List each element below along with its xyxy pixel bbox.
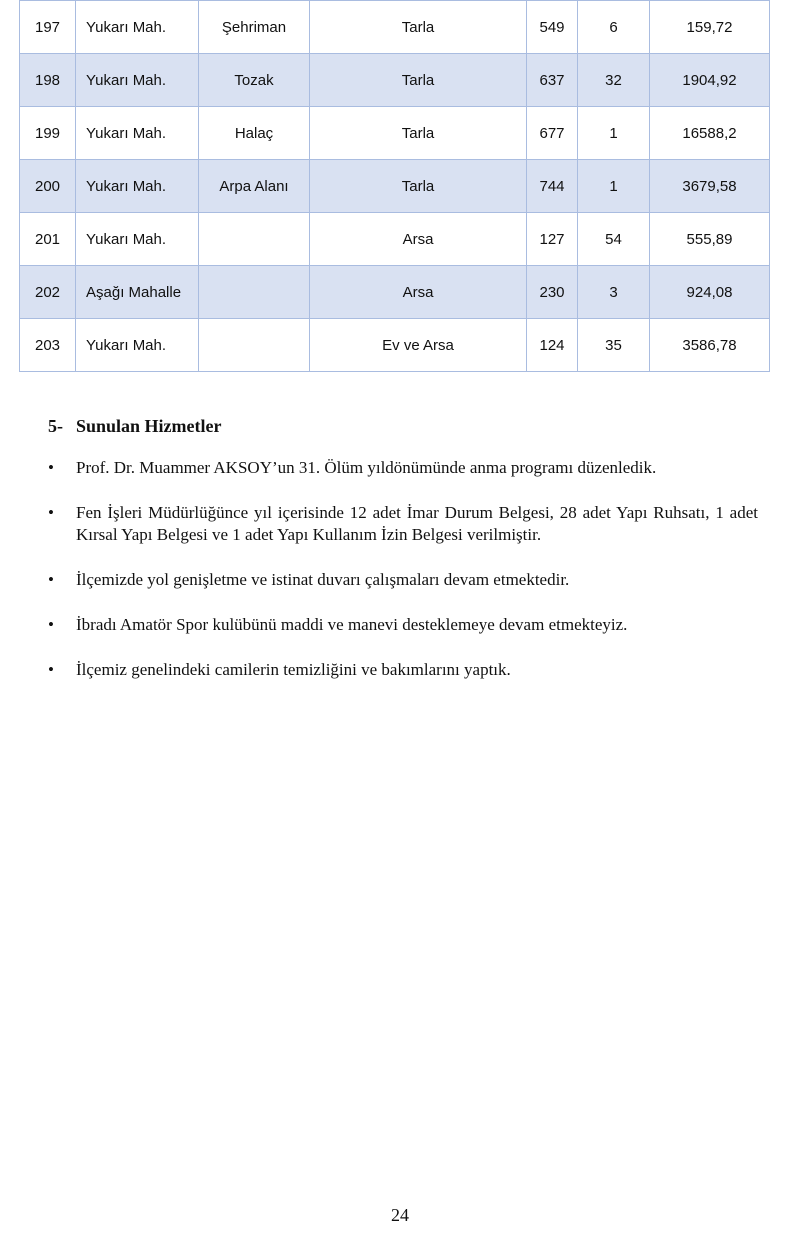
- area-cell: 924,08: [650, 266, 770, 319]
- type-cell: Tarla: [310, 160, 527, 213]
- area-cell: 555,89: [650, 213, 770, 266]
- parcel-table-container: [19, 0, 769, 372]
- type-cell: Tarla: [310, 54, 527, 107]
- block-cell: 677: [527, 107, 578, 160]
- neighborhood-cell: Yukarı Mah.: [76, 1, 199, 54]
- area-cell: 3586,78: [650, 319, 770, 372]
- parcel-cell: 6: [578, 1, 650, 54]
- table-row: [20, 1, 770, 54]
- section-title: Sunulan Hizmetler: [76, 416, 222, 436]
- services-list: [48, 457, 758, 681]
- locality-cell: [199, 319, 310, 372]
- row-number-cell: 203: [20, 319, 76, 372]
- table-row: [20, 160, 770, 213]
- bullet-icon: •: [48, 660, 54, 679]
- row-number-cell: 201: [20, 213, 76, 266]
- parcel-cell: 35: [578, 319, 650, 372]
- row-number-cell: 198: [20, 54, 76, 107]
- service-list-item: [48, 659, 758, 681]
- service-list-item: [48, 569, 758, 591]
- parcel-cell: 1: [578, 160, 650, 213]
- area-cell: 1904,92: [650, 54, 770, 107]
- bullet-icon: •: [48, 570, 54, 589]
- table-body: [20, 1, 770, 372]
- table-row: [20, 319, 770, 372]
- service-list-item: [48, 457, 758, 479]
- services-section: [48, 416, 758, 704]
- block-cell: 549: [527, 1, 578, 54]
- block-cell: 124: [527, 319, 578, 372]
- parcel-cell: 1: [578, 107, 650, 160]
- locality-cell: Halaç: [199, 107, 310, 160]
- service-item-text: İbradı Amatör Spor kulübünü maddi ve manevi desteklemeye devam etmekteyiz.: [76, 615, 628, 634]
- table-row: [20, 213, 770, 266]
- type-cell: Tarla: [310, 107, 527, 160]
- locality-cell: Tozak: [199, 54, 310, 107]
- neighborhood-cell: Yukarı Mah.: [76, 54, 199, 107]
- type-cell: Arsa: [310, 213, 527, 266]
- page-number: 24: [391, 1205, 409, 1225]
- bullet-icon: •: [48, 458, 54, 477]
- table-row: [20, 266, 770, 319]
- locality-cell: Şehriman: [199, 1, 310, 54]
- block-cell: 127: [527, 213, 578, 266]
- type-cell: Arsa: [310, 266, 527, 319]
- parcel-table: [19, 0, 770, 372]
- type-cell: Ev ve Arsa: [310, 319, 527, 372]
- parcel-cell: 32: [578, 54, 650, 107]
- parcel-cell: 54: [578, 213, 650, 266]
- service-item-text: Prof. Dr. Muammer AKSOY’un 31. Ölüm yıldönümünde anma programı düzenledik.: [76, 458, 657, 477]
- service-item-text: İlçemiz genelindeki camilerin temizliğini ve bakımlarını yaptık.: [76, 660, 511, 679]
- type-cell: Tarla: [310, 1, 527, 54]
- locality-cell: Arpa Alanı: [199, 160, 310, 213]
- block-cell: 744: [527, 160, 578, 213]
- section-heading: [48, 416, 758, 437]
- service-item-text: Fen İşleri Müdürlüğünce yıl içerisinde 12 adet İmar Durum Belgesi, 28 adet Yapı Ruhsatı, 1 adet Kırsal Yapı Belgesi ve 1 adet Yapı Kullanım İzin Belgesi verilmiştir.: [76, 503, 758, 544]
- area-cell: 3679,58: [650, 160, 770, 213]
- neighborhood-cell: Yukarı Mah.: [76, 213, 199, 266]
- neighborhood-cell: Yukarı Mah.: [76, 107, 199, 160]
- area-cell: 159,72: [650, 1, 770, 54]
- row-number-cell: 197: [20, 1, 76, 54]
- neighborhood-cell: Aşağı Mahalle: [76, 266, 199, 319]
- parcel-cell: 3: [578, 266, 650, 319]
- service-item-text: İlçemizde yol genişletme ve istinat duvarı çalışmaları devam etmektedir.: [76, 570, 570, 589]
- service-list-item: [48, 502, 758, 546]
- bullet-icon: •: [48, 615, 54, 634]
- locality-cell: [199, 266, 310, 319]
- locality-cell: [199, 213, 310, 266]
- row-number-cell: 202: [20, 266, 76, 319]
- table-row: [20, 107, 770, 160]
- table-row: [20, 54, 770, 107]
- block-cell: 230: [527, 266, 578, 319]
- block-cell: 637: [527, 54, 578, 107]
- row-number-cell: 200: [20, 160, 76, 213]
- neighborhood-cell: Yukarı Mah.: [76, 319, 199, 372]
- service-list-item: [48, 614, 758, 636]
- bullet-icon: •: [48, 503, 54, 522]
- section-number: 5-: [48, 416, 63, 436]
- area-cell: 16588,2: [650, 107, 770, 160]
- neighborhood-cell: Yukarı Mah.: [76, 160, 199, 213]
- row-number-cell: 199: [20, 107, 76, 160]
